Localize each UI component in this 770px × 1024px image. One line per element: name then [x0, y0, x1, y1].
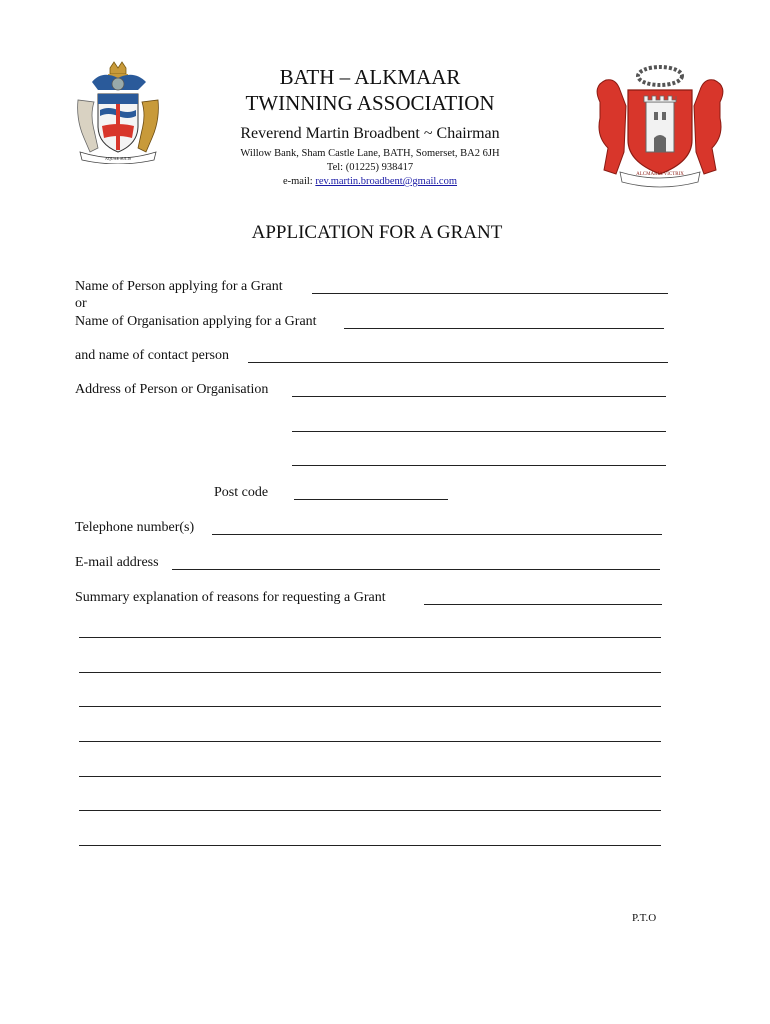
address-field-line-3[interactable]: [292, 465, 666, 466]
summary-field-line-2[interactable]: [79, 672, 661, 673]
email-label: E-mail address: [75, 555, 159, 570]
summary-field-line-4[interactable]: [79, 741, 661, 742]
address-line: Willow Bank, Sham Castle Lane, BATH, Somerset, BA2 6JH: [240, 148, 500, 159]
summary-field-line-7[interactable]: [79, 845, 661, 846]
organisation-title: [180, 64, 560, 116]
telephone-field[interactable]: [212, 534, 662, 535]
title-line-1: BATH – ALKMAAR: [279, 65, 461, 89]
alkmaar-coat-of-arms-icon: [590, 62, 730, 190]
or-label: or: [75, 296, 87, 311]
address-field-line-2[interactable]: [292, 431, 666, 432]
title-line-2: TWINNING ASSOCIATION: [245, 91, 495, 115]
address-field-line-1[interactable]: [292, 396, 666, 397]
email-link[interactable]: rev.martin.broadbent@gmail.com: [315, 176, 458, 187]
postcode-label: Post code: [214, 485, 269, 500]
postcode-field[interactable]: [294, 499, 448, 500]
name-person-label: Name of Person applying for a Grant: [75, 279, 283, 294]
email-prefix: e-mail:: [282, 176, 316, 187]
alkmaar-motto: ALCMARIA VICTRIX: [636, 172, 684, 177]
name-org-label: Name of Organisation applying for a Grant: [75, 314, 317, 329]
summary-field-line-3[interactable]: [79, 706, 661, 707]
contact-details: [180, 147, 560, 189]
summary-field-line-1[interactable]: [79, 637, 661, 638]
summary-label: Summary explanation of reasons for requesting a Grant: [75, 590, 386, 605]
tel-line: Tel: (01225) 938417: [326, 162, 414, 173]
summary-field-line-6[interactable]: [79, 810, 661, 811]
address-label: Address of Person or Organisation: [75, 382, 269, 397]
form-title: APPLICATION FOR A GRANT: [251, 222, 503, 243]
summary-field-line-0[interactable]: [424, 604, 662, 605]
summary-field-line-5[interactable]: [79, 776, 661, 777]
email-field[interactable]: [172, 569, 660, 570]
email-line: [180, 175, 560, 189]
svg-text:AQUAE SULIS: AQUAE SULIS: [104, 156, 132, 161]
name-org-field[interactable]: [344, 328, 664, 329]
bath-coat-of-arms-icon: [72, 60, 164, 164]
telephone-label: Telephone number(s): [75, 520, 195, 535]
contact-person-field[interactable]: [248, 362, 668, 363]
chairman-line: Reverend Martin Broadbent ~ Chairman: [240, 125, 500, 142]
name-person-field[interactable]: [312, 293, 668, 294]
contact-person-label: and name of contact person: [75, 348, 229, 363]
pto-label: P.T.O: [632, 912, 657, 924]
